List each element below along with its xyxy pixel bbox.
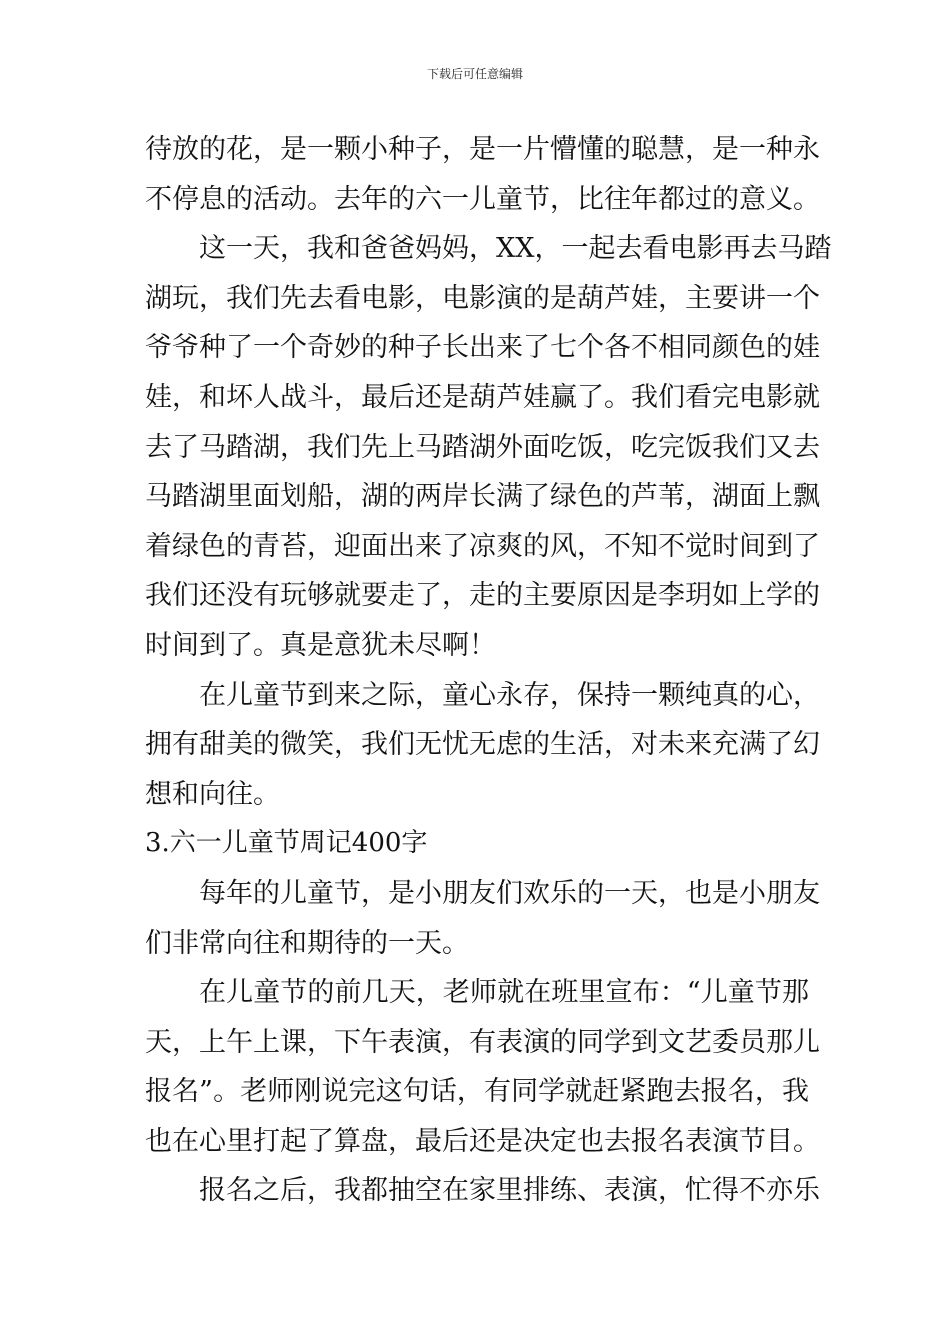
text-line: 娃，和坏人战斗，最后还是葫芦娃赢了。我们看完电影就 xyxy=(145,381,820,413)
document-body xyxy=(145,125,832,1216)
text-line: 天，上午上课，下午表演，有表演的同学到文艺委员那儿 xyxy=(145,1026,820,1058)
text-line: 想和向往。 xyxy=(145,778,280,810)
text-line: 在儿童节的前几天，老师就在班里宣布：“儿童节那 xyxy=(199,977,809,1009)
section-heading xyxy=(145,819,809,869)
text-line: 报名”。老师刚说完这句话，有同学就赶紧跑去报名，我 xyxy=(145,1076,809,1108)
text-line: 我们还没有玩够就要走了，走的主要原因是李玥如上学的 xyxy=(145,580,820,612)
text-line: 湖玩，我们先去看电影，电影演的是葫芦娃，主要讲一个 xyxy=(145,282,820,314)
text-line: 马踏湖里面划船，湖的两岸长满了绿色的芦苇，湖面上飘 xyxy=(145,481,820,513)
text-line: 这一天，我和爸爸妈妈，XX，一起去看电影再去马踏 xyxy=(199,233,832,265)
text-line: 也在心里打起了算盘，最后还是决定也去报名表演节目。 xyxy=(145,1125,820,1157)
paragraph-2 xyxy=(145,224,832,670)
text-line: 拥有甜美的微笑，我们无忧无虑的生活，对未来充满了幻 xyxy=(145,729,820,761)
text-line: 待放的花，是一颗小种子，是一片懵懂的聪慧，是一种永 xyxy=(145,134,820,165)
text-line: 去了马踏湖，我们先上马踏湖外面吃饭，吃完饭我们又去 xyxy=(145,431,820,463)
text-line: 在儿童节到来之际，童心永存，保持一颗纯真的心， xyxy=(199,679,820,711)
text-line: 着绿色的青苔，迎面出来了凉爽的风，不知不觉时间到了 xyxy=(145,530,820,562)
paragraph-3 xyxy=(145,671,820,820)
paragraph-6 xyxy=(145,1166,820,1216)
paragraph-1 xyxy=(145,125,820,224)
page-header: 下载后可任意编辑 xyxy=(426,67,523,81)
text-line: 们非常向往和期待的一天。 xyxy=(145,927,469,959)
text-line: 时间到了。真是意犹未尽啊！ xyxy=(145,629,496,661)
text-line: 不停息的活动。去年的六一儿童节，比往年都过的意义。 xyxy=(145,183,820,215)
paragraph-4 xyxy=(145,869,820,968)
paragraph-5 xyxy=(145,968,820,1166)
text-line: 每年的儿童节，是小朋友们欢乐的一天，也是小朋友 xyxy=(199,877,820,909)
text-line: 爷爷种了一个奇妙的种子长出来了七个各不相同颜色的娃 xyxy=(145,332,820,364)
text-line: 报名之后，我都抽空在家里排练、表演，忙得不亦乐 xyxy=(199,1175,820,1207)
heading-text: 3.六一儿童节周记400字 xyxy=(145,828,428,859)
